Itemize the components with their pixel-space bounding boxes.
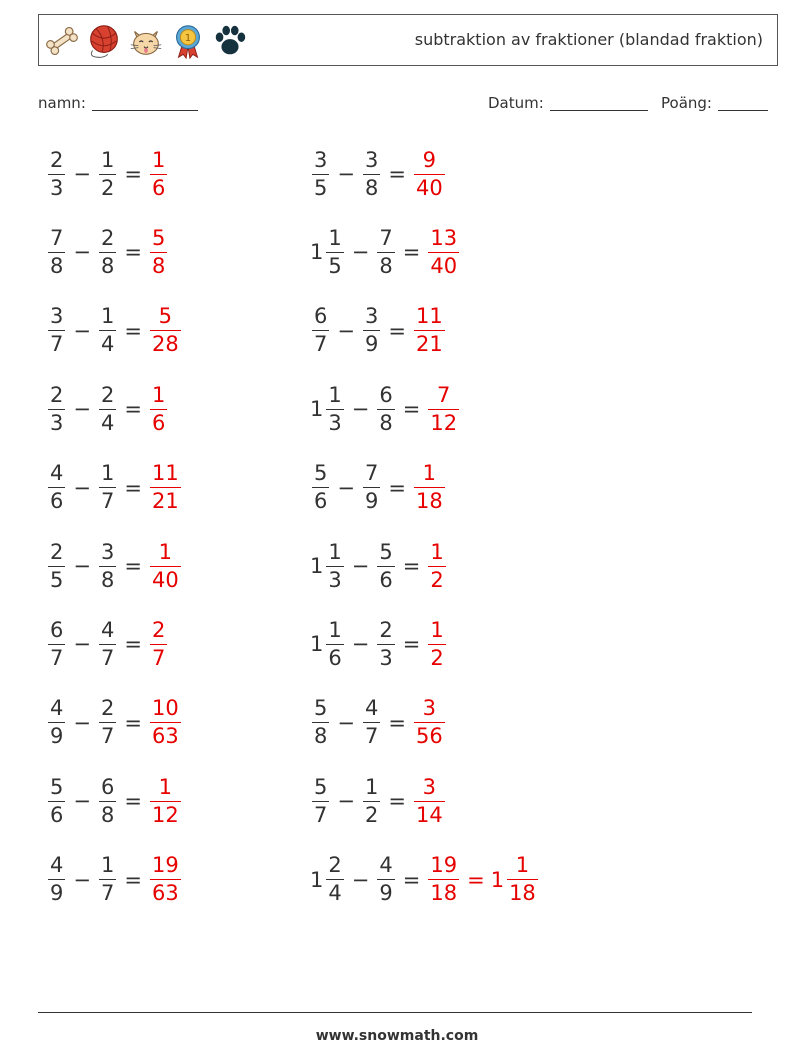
minuend-numerator: 4 <box>50 853 64 878</box>
answer-fraction <box>150 774 181 827</box>
equals-sign: = <box>124 710 142 735</box>
equals-sign: = <box>402 397 421 422</box>
answer-fraction <box>150 225 167 278</box>
answer-denominator: 63 <box>151 724 179 749</box>
minuend-fraction <box>48 463 65 512</box>
answer-denominator: 18 <box>415 489 443 514</box>
worksheet-header <box>38 14 778 66</box>
minuend-fraction <box>48 382 65 435</box>
subtrahend-denominator: 8 <box>364 175 379 200</box>
answer <box>148 855 183 904</box>
minus-sign: − <box>73 632 91 657</box>
subtrahend-numerator: 4 <box>100 617 115 642</box>
subtrahend-numerator: 2 <box>379 617 393 642</box>
answer-fraction <box>150 306 181 355</box>
answer-fraction <box>428 225 459 278</box>
answer <box>426 855 539 904</box>
minus-sign: − <box>73 397 91 422</box>
subtrahend-denominator: 9 <box>364 332 379 357</box>
minuend-fraction <box>48 855 65 904</box>
minuend-denominator: 7 <box>50 332 64 357</box>
name-field[interactable] <box>38 94 198 112</box>
problem-item <box>46 222 169 282</box>
equals-sign: = <box>124 240 142 265</box>
minuend-fraction <box>48 539 65 592</box>
answer-fraction <box>414 306 445 355</box>
answer-denominator: 2 <box>430 567 444 592</box>
answer-fraction <box>150 147 167 200</box>
answer-fraction <box>428 617 445 670</box>
page-title: subtraktion av fraktioner (blandad fraktion) <box>414 30 763 49</box>
minuend-numerator: 5 <box>314 696 328 721</box>
equals-sign: = <box>124 318 142 343</box>
subtrahend-denominator: 7 <box>100 645 115 670</box>
subtrahend-fraction <box>363 698 380 747</box>
minus-sign: − <box>351 867 370 892</box>
subtrahend-fraction <box>363 463 380 512</box>
cat-face-icon <box>127 22 165 60</box>
minuend-numerator: 3 <box>50 304 64 329</box>
minuend-numerator: 2 <box>50 382 64 407</box>
minuend-whole: 1 <box>310 240 324 265</box>
answer-fraction <box>414 698 445 747</box>
subtrahend-fraction <box>99 382 116 435</box>
answer <box>148 382 169 435</box>
minuend-whole: 1 <box>310 397 324 422</box>
subtrahend-numerator: 3 <box>364 304 379 329</box>
problem-item <box>46 536 183 596</box>
problem-item <box>310 614 448 674</box>
answer-fraction <box>150 855 181 904</box>
answer <box>412 147 447 200</box>
answer-denominator: 56 <box>415 724 443 749</box>
problem-item <box>310 850 540 910</box>
score-label: Poäng: <box>661 94 712 112</box>
minus-sign: − <box>73 475 91 500</box>
minuend-denominator: 7 <box>314 332 328 357</box>
minus-sign: − <box>337 318 355 343</box>
answer-denominator: 18 <box>430 881 458 906</box>
answer-fraction <box>428 539 445 592</box>
subtrahend-numerator: 7 <box>364 461 379 486</box>
answer-fraction <box>414 774 445 827</box>
answer-denominator: 40 <box>430 253 458 278</box>
answer <box>148 617 169 670</box>
answer <box>426 225 461 278</box>
answer-fraction <box>150 539 181 592</box>
equals-sign: = <box>124 162 142 186</box>
minuend-denominator: 3 <box>50 410 64 435</box>
minuend-denominator: 6 <box>328 645 342 670</box>
equals-sign: = <box>124 789 142 814</box>
subtrahend-fraction <box>99 617 116 670</box>
answer <box>148 774 183 827</box>
answer-denominator: 21 <box>415 332 443 357</box>
equals-sign: = <box>388 162 406 186</box>
subtrahend-denominator: 3 <box>379 645 393 670</box>
minuend-denominator: 6 <box>50 489 64 514</box>
equals-sign: = <box>124 867 142 892</box>
footer-divider <box>38 1012 752 1013</box>
subtrahend-fraction <box>99 774 116 827</box>
subtrahend-denominator: 6 <box>379 567 393 592</box>
answer-numerator: 1 <box>151 382 166 407</box>
equals-sign: = <box>124 397 142 422</box>
minuend-denominator: 5 <box>314 175 328 200</box>
answer-denominator: 6 <box>151 410 166 435</box>
answer-numerator: 13 <box>430 225 458 250</box>
subtrahend-numerator: 1 <box>100 461 115 486</box>
minuend-denominator: 7 <box>50 645 64 670</box>
subtrahend-fraction <box>377 855 394 904</box>
minuend-denominator: 5 <box>50 567 64 592</box>
score-blank[interactable] <box>718 94 768 111</box>
minus-sign: − <box>351 397 370 422</box>
minus-sign: − <box>73 240 91 265</box>
header-icons <box>43 21 249 61</box>
subtrahend-denominator: 4 <box>100 410 115 435</box>
minuend-fraction <box>48 225 65 278</box>
problem-item <box>310 536 448 596</box>
minus-sign: − <box>73 867 91 892</box>
subtrahend-fraction <box>377 539 394 592</box>
minuend-fraction <box>326 617 343 670</box>
problem-item <box>310 693 447 753</box>
subtrahend-denominator: 9 <box>364 489 379 514</box>
minuend-denominator: 9 <box>50 881 64 906</box>
minuend-numerator: 5 <box>314 461 328 486</box>
date-field[interactable] <box>488 94 648 112</box>
answer-denominator: 6 <box>151 175 166 200</box>
equals-sign: = <box>124 632 142 657</box>
answer-fraction <box>150 382 167 435</box>
answer-mixed-numerator: 1 <box>515 853 530 878</box>
subtrahend-denominator: 7 <box>100 881 115 906</box>
answer-numerator: 1 <box>422 461 437 486</box>
minus-sign: − <box>337 162 355 186</box>
answer <box>412 463 447 512</box>
minus-sign: − <box>73 318 91 343</box>
answer-numerator: 1 <box>430 617 444 642</box>
problem-item <box>310 458 447 518</box>
answer-denominator: 14 <box>415 802 443 827</box>
problem-item <box>310 771 447 831</box>
subtrahend-fraction <box>363 306 380 355</box>
minuend-numerator: 6 <box>314 304 328 329</box>
subtrahend-fraction <box>377 617 394 670</box>
answer-numerator: 11 <box>415 304 443 329</box>
minuend-numerator: 3 <box>314 147 328 172</box>
subtrahend-numerator: 3 <box>100 539 115 564</box>
answer-numerator: 7 <box>437 382 451 407</box>
answer-equals-sign: = <box>467 867 485 892</box>
subtrahend-fraction <box>99 463 116 512</box>
answer-fraction <box>150 617 167 670</box>
subtrahend-numerator: 4 <box>364 696 379 721</box>
subtrahend-numerator: 6 <box>379 382 393 407</box>
answer <box>412 306 447 355</box>
minuend-fraction <box>312 306 329 355</box>
svg-text:1: 1 <box>184 33 192 44</box>
paw-print-icon <box>211 22 249 60</box>
answer-denominator: 12 <box>151 802 179 827</box>
problem-item <box>46 144 169 204</box>
minus-sign: − <box>351 240 370 265</box>
subtrahend-fraction <box>363 147 380 200</box>
equals-sign: = <box>388 789 406 814</box>
answer-fraction <box>414 147 445 200</box>
subtrahend-denominator: 2 <box>364 802 379 827</box>
minuend-fraction <box>48 698 65 747</box>
subtrahend-fraction <box>99 855 116 904</box>
date-blank[interactable] <box>550 94 648 111</box>
problem-item <box>310 301 447 361</box>
minuend-fraction <box>326 382 343 435</box>
answer-numerator: 19 <box>430 853 458 878</box>
minuend-numerator: 1 <box>328 382 342 407</box>
footer-url: www.snowmath.com <box>315 1028 479 1044</box>
answer-denominator: 63 <box>151 881 179 906</box>
minuend-numerator: 5 <box>50 774 64 799</box>
problem-item <box>46 379 169 439</box>
equals-sign: = <box>402 554 421 578</box>
subtrahend-fraction <box>99 147 116 200</box>
answer <box>426 539 447 592</box>
minuend-fraction <box>312 147 329 200</box>
answer <box>426 382 461 435</box>
answer-fraction <box>150 463 181 512</box>
ribbon-medal-icon <box>169 22 207 60</box>
equals-sign: = <box>124 475 142 500</box>
subtrahend-denominator: 8 <box>379 253 393 278</box>
answer-numerator: 3 <box>422 774 437 799</box>
minuend-numerator: 2 <box>328 853 342 878</box>
subtrahend-denominator: 8 <box>379 410 393 435</box>
minus-sign: − <box>73 162 91 186</box>
minuend-denominator: 8 <box>314 724 328 749</box>
subtrahend-numerator: 2 <box>100 382 115 407</box>
answer-mixed-whole: 1 <box>490 867 505 892</box>
minuend-numerator: 6 <box>50 617 64 642</box>
subtrahend-fraction <box>377 225 394 278</box>
answer <box>148 225 169 278</box>
minuend-numerator: 2 <box>50 147 64 172</box>
subtrahend-fraction <box>99 225 116 278</box>
minuend-whole: 1 <box>310 554 324 578</box>
minuend-numerator: 1 <box>328 225 342 250</box>
minus-sign: − <box>73 710 91 735</box>
subtrahend-numerator: 1 <box>364 774 379 799</box>
equals-sign: = <box>388 710 406 735</box>
answer-numerator: 9 <box>422 147 437 172</box>
subtrahend-denominator: 2 <box>100 175 115 200</box>
subtrahend-denominator: 4 <box>100 332 115 357</box>
answer <box>412 698 447 747</box>
answer-numerator: 3 <box>422 696 437 721</box>
answer-numerator: 11 <box>151 461 179 486</box>
answer-denominator: 40 <box>415 175 443 200</box>
subtrahend-numerator: 7 <box>379 225 393 250</box>
answer-mixed-fraction <box>507 855 538 904</box>
answer-numerator: 5 <box>158 304 173 329</box>
answer-numerator: 1 <box>158 774 173 799</box>
minuend-denominator: 3 <box>328 567 342 592</box>
minuend-denominator: 6 <box>314 489 328 514</box>
minuend-whole: 1 <box>310 867 324 892</box>
name-label: namn: <box>38 94 86 112</box>
minus-sign: − <box>337 710 355 735</box>
subtrahend-fraction <box>99 539 116 592</box>
minuend-fraction <box>48 774 65 827</box>
minuend-fraction <box>326 855 343 904</box>
minuend-denominator: 3 <box>50 175 64 200</box>
answer <box>148 147 169 200</box>
answer <box>148 306 183 355</box>
answer-denominator: 7 <box>151 645 166 670</box>
answer-denominator: 40 <box>151 567 179 592</box>
minuend-fraction <box>326 539 343 592</box>
subtrahend-numerator: 5 <box>379 539 393 564</box>
problem-item <box>46 850 183 910</box>
answer-denominator: 12 <box>430 410 458 435</box>
minus-sign: − <box>73 789 91 814</box>
answer <box>412 774 447 827</box>
equals-sign: = <box>402 240 421 265</box>
minuend-whole: 1 <box>310 632 324 657</box>
problem-item <box>46 771 183 831</box>
subtrahend-denominator: 8 <box>100 802 115 827</box>
subtrahend-numerator: 1 <box>100 853 115 878</box>
minuend-denominator: 4 <box>328 881 342 906</box>
minuend-numerator: 4 <box>50 696 64 721</box>
subtrahend-fraction <box>99 698 116 747</box>
subtrahend-fraction <box>363 774 380 827</box>
date-label: Datum: <box>488 94 544 112</box>
subtrahend-denominator: 7 <box>100 489 115 514</box>
minus-sign: − <box>337 789 355 814</box>
minuend-denominator: 3 <box>328 410 342 435</box>
minuend-numerator: 7 <box>50 225 64 250</box>
bone-icon <box>43 22 81 60</box>
answer <box>148 698 183 747</box>
answer <box>148 539 183 592</box>
minuend-fraction <box>48 147 65 200</box>
minuend-denominator: 9 <box>50 724 64 749</box>
answer-mixed-denominator: 18 <box>509 881 536 906</box>
subtrahend-denominator: 8 <box>100 253 115 278</box>
problem-item <box>46 693 183 753</box>
minuend-fraction <box>48 617 65 670</box>
answer-numerator: 5 <box>151 225 166 250</box>
subtrahend-denominator: 9 <box>379 881 393 906</box>
minuend-fraction <box>312 774 329 827</box>
answer-denominator: 21 <box>151 489 179 514</box>
answer-numerator: 2 <box>151 617 166 642</box>
answer-denominator: 8 <box>151 253 166 278</box>
minuend-numerator: 5 <box>314 774 328 799</box>
answer-fraction <box>428 855 459 904</box>
subtrahend-numerator: 1 <box>100 304 115 329</box>
minuend-fraction <box>312 463 329 512</box>
subtrahend-fraction <box>377 382 394 435</box>
equals-sign: = <box>124 554 142 578</box>
problem-item <box>46 301 183 361</box>
answer-numerator: 19 <box>151 853 179 878</box>
score-field[interactable] <box>661 94 768 112</box>
problem-item <box>46 458 183 518</box>
yarn-ball-icon <box>85 22 123 60</box>
answer-denominator: 28 <box>151 332 179 357</box>
minuend-fraction <box>326 225 343 278</box>
subtrahend-numerator: 1 <box>100 147 115 172</box>
minus-sign: − <box>351 632 370 657</box>
subtrahend-numerator: 6 <box>100 774 115 799</box>
answer-numerator: 1 <box>430 539 444 564</box>
minus-sign: − <box>337 475 355 500</box>
minuend-numerator: 1 <box>328 539 342 564</box>
equals-sign: = <box>402 632 421 657</box>
problem-item <box>310 144 447 204</box>
subtrahend-denominator: 7 <box>364 724 379 749</box>
answer-fraction <box>414 463 445 512</box>
subtrahend-numerator: 2 <box>100 225 115 250</box>
minuend-numerator: 1 <box>328 617 342 642</box>
equals-sign: = <box>388 318 406 343</box>
minuend-denominator: 8 <box>50 253 64 278</box>
minuend-fraction <box>312 698 329 747</box>
minuend-denominator: 7 <box>314 802 328 827</box>
minus-sign: − <box>351 554 370 578</box>
subtrahend-numerator: 4 <box>379 853 393 878</box>
subtrahend-numerator: 2 <box>100 696 115 721</box>
answer-numerator: 10 <box>151 696 179 721</box>
minuend-denominator: 6 <box>50 802 64 827</box>
answer <box>148 463 183 512</box>
name-blank[interactable] <box>92 94 198 111</box>
answer <box>426 617 447 670</box>
problem-item <box>310 379 461 439</box>
answer-denominator: 2 <box>430 645 444 670</box>
minuend-denominator: 5 <box>328 253 342 278</box>
minuend-numerator: 2 <box>50 539 64 564</box>
answer-fraction <box>428 382 459 435</box>
minuend-fraction <box>48 306 65 355</box>
problem-item <box>46 614 169 674</box>
subtrahend-denominator: 8 <box>100 567 115 592</box>
equals-sign: = <box>402 867 421 892</box>
problem-item <box>310 222 461 282</box>
minuend-numerator: 4 <box>50 461 64 486</box>
subtrahend-numerator: 3 <box>364 147 379 172</box>
answer-fraction <box>150 698 181 747</box>
subtrahend-fraction <box>99 306 116 355</box>
answer-numerator: 1 <box>158 539 173 564</box>
subtrahend-denominator: 7 <box>100 724 115 749</box>
minus-sign: − <box>73 554 91 578</box>
equals-sign: = <box>388 475 406 500</box>
answer-numerator: 1 <box>151 147 166 172</box>
